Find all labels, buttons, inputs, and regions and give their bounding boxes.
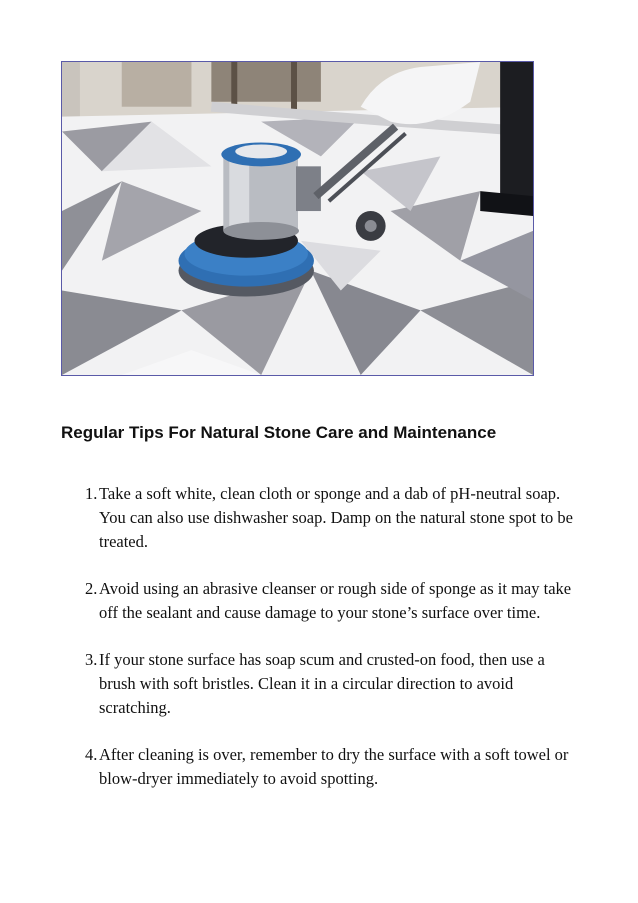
section-heading: Regular Tips For Natural Stone Care and Maintenance [61,423,497,442]
list-item-text: If your stone surface has soap scum and crusted-on food, then use a brush with soft bristles. Clean it in a circular direction to avoid scratching. [99,650,545,717]
list-item [62,743,582,791]
list-item-text: After cleaning is over, remember to dry the surface with a soft towel or blow-dryer immediately to avoid spotting. [99,745,569,788]
list-item [62,648,582,720]
list-item [62,482,582,554]
list-item-text: Avoid using an abrasive cleanser or rough side of sponge as it may take off the sealant and cause damage to your stone’s surface over time. [99,579,572,622]
list-item-number: 1. [85,484,98,503]
list-item-text: Take a soft white, clean cloth or sponge and a dab of pH-neutral soap. You can also use dishwasher soap. Damp on the natural stone spot to be treated. [99,484,573,551]
list-item-number: 3. [85,650,98,669]
list-item-number: 4. [85,745,98,764]
floor-cleaning-photo [61,61,534,376]
list-item [62,577,582,625]
tips-list [62,482,582,814]
floor-buffer-illustration [62,62,533,375]
list-item-number: 2. [85,579,98,598]
